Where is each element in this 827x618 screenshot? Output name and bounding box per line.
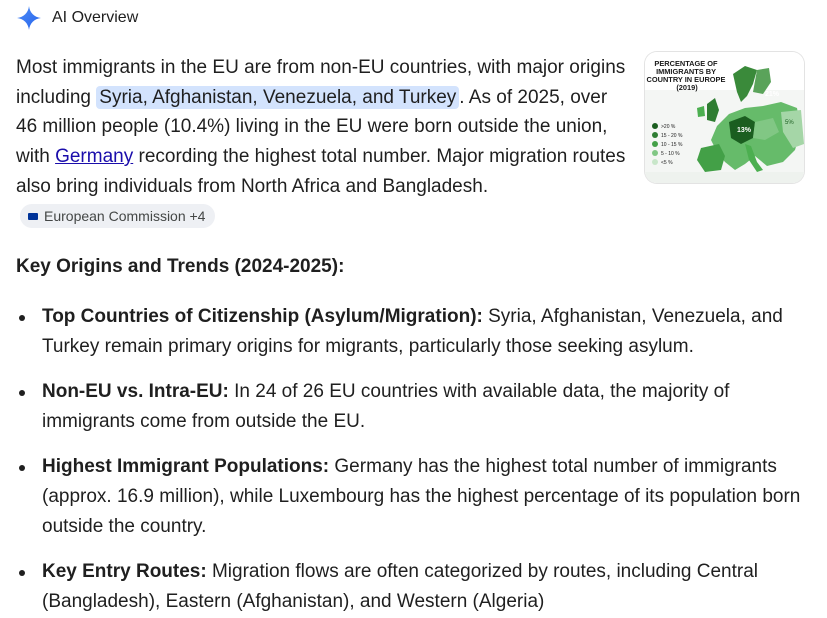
bullet-icon [19, 315, 25, 321]
section-title: Key Origins and Trends (2024-2025): [16, 256, 345, 277]
legend-label: 10 - 15 % [661, 142, 683, 148]
legend-label: 15 - 20 % [661, 133, 683, 139]
ai-overview-title: AI Overview [52, 9, 139, 26]
list-item [16, 557, 806, 617]
ai-overview-header [16, 3, 138, 33]
list-item [16, 302, 806, 362]
legend-label: >20 % [661, 124, 676, 130]
thumb-title-line: PERCENTAGE OF [654, 59, 718, 68]
thumb-title-line: IMMIGRANTS BY [656, 67, 716, 76]
intro-text-before: Most immigrants in the EU are from non-EU countries, with major origins including [16, 57, 626, 108]
bullet-icon [19, 465, 25, 471]
source-chip-label: European Commission +4 [44, 208, 206, 225]
intro-text-after: recording the highest total number. Major migration routes also bring individuals from North Africa and Bangladesh. [16, 146, 626, 197]
bullet-heading: Key Entry Routes: [42, 561, 207, 582]
legend-label: <5 % [661, 160, 673, 166]
thumb-title-line: COUNTRY IN EUROPE [646, 75, 726, 84]
bullet-heading: Non-EU vs. Intra-EU: [42, 381, 229, 402]
highlighted-origins[interactable]: Syria, Afghanistan, Venezuela, and Turkey [96, 86, 459, 109]
europe-map-thumbnail[interactable] [645, 52, 804, 183]
intro-text-mid: . As of 2025, over 46 million people (10.4%) living in the EU were born outside the union, with [16, 86, 608, 168]
list-item [16, 377, 806, 437]
bullet-heading: Highest Immigrant Populations: [42, 456, 330, 477]
bullet-text: In 24 of 26 EU countries with available data, the majority of immigrants come from outside the EU. [42, 381, 730, 432]
eu-flag-icon [28, 213, 38, 220]
gemini-sparkle-icon [16, 5, 42, 31]
bullet-heading: Top Countries of Citizenship (Asylum/Migration): [42, 306, 483, 327]
thumb-title-line: (2019) [676, 83, 698, 92]
legend-label: 5 - 10 % [661, 151, 680, 157]
bullet-icon [19, 570, 25, 576]
germany-link[interactable]: Germany [55, 146, 134, 168]
bullet-icon [19, 390, 25, 396]
key-points-list [16, 302, 806, 618]
list-item [16, 452, 806, 542]
intro-paragraph [16, 53, 631, 231]
source-chip[interactable] [20, 204, 215, 228]
bullet-text: Migration flows are often categorized by routes, including Central (Bangladesh), Eastern (Afghanistan), and Western (Algeria) [42, 561, 758, 612]
bullet-text: Germany has the highest total number of immigrants (approx. 16.9 million), while Luxembourg has the highest percentage of its population born outside the country. [42, 456, 801, 537]
svg-text:21%: 21% [765, 91, 780, 98]
svg-text:13%: 13% [737, 127, 752, 134]
bullet-text: Syria, Afghanistan, Venezuela, and Turkey remain primary origins for migrants, particularly those seeking asylum. [42, 306, 783, 357]
svg-text:5%: 5% [785, 120, 794, 126]
